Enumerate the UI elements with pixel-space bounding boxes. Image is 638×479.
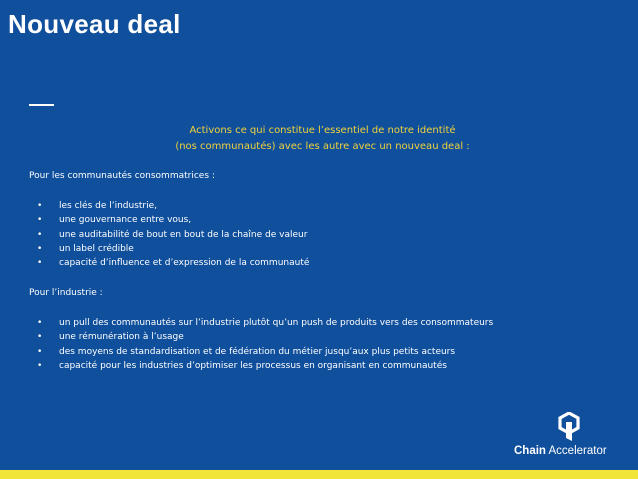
- logo-wordmark: [514, 445, 607, 457]
- bullet-icon: •: [37, 332, 43, 343]
- bullet-icon: •: [37, 318, 43, 328]
- communities-benefits-list: [37, 199, 309, 270]
- list-item: [37, 228, 309, 242]
- list-item: [37, 345, 493, 359]
- intro-line-2: (nos communautés) avec les autre avec un nouveau deal :: [175, 141, 470, 152]
- bullet-icon: •: [37, 360, 43, 371]
- chain-accelerator-logo: [514, 412, 624, 462]
- section-label-industry: Pour l’industrie :: [29, 288, 103, 298]
- logo-word-accelerator: Accelerator: [545, 445, 607, 457]
- bullet-icon: •: [37, 346, 43, 357]
- bullet-icon: •: [37, 229, 43, 240]
- list-item-text: des moyens de standardisation et de fédération du métier jusqu’aux plus petits acteurs: [59, 346, 456, 357]
- list-item: [37, 316, 493, 330]
- bullet-icon: •: [37, 201, 43, 211]
- list-item-text: un label crédible: [59, 243, 134, 254]
- list-item: [37, 256, 309, 270]
- list-item-text: un pull des communautés sur l’industrie plutôt qu’un push de produits vers des consommateurs: [59, 318, 494, 328]
- title-divider: [29, 104, 54, 106]
- list-item-text: les clés de l’industrie,: [59, 201, 158, 211]
- list-item-text: capacité d’influence et d’expression de la communauté: [59, 258, 310, 269]
- slide-title: Nouveau deal: [8, 9, 181, 39]
- bullet-icon: •: [37, 243, 43, 254]
- list-item-text: une rémunération à l’usage: [59, 332, 184, 343]
- list-item-text: capacité pour les industries d’optimiser les processus en organisant en communautés: [59, 360, 447, 371]
- intro-line-1: Activons ce qui constitue l’essentiel de notre identité: [189, 125, 456, 136]
- bullet-icon: •: [37, 215, 43, 226]
- list-item: [37, 359, 493, 373]
- logo-word-chain: Chain: [514, 445, 546, 457]
- section-label-communities: Pour les communautés consommatrices :: [29, 171, 215, 181]
- list-item-text: une gouvernance entre vous,: [59, 215, 192, 226]
- industry-benefits-list: [37, 316, 493, 373]
- list-item: [37, 199, 309, 213]
- bottom-accent-bar: [0, 470, 638, 479]
- list-item: [37, 330, 493, 344]
- list-item: [37, 242, 309, 256]
- bullet-icon: •: [37, 258, 43, 269]
- list-item-text: une auditabilité de bout en bout de la chaîne de valeur: [59, 229, 308, 240]
- chain-accelerator-logo-icon: [558, 412, 580, 442]
- list-item: [37, 213, 309, 227]
